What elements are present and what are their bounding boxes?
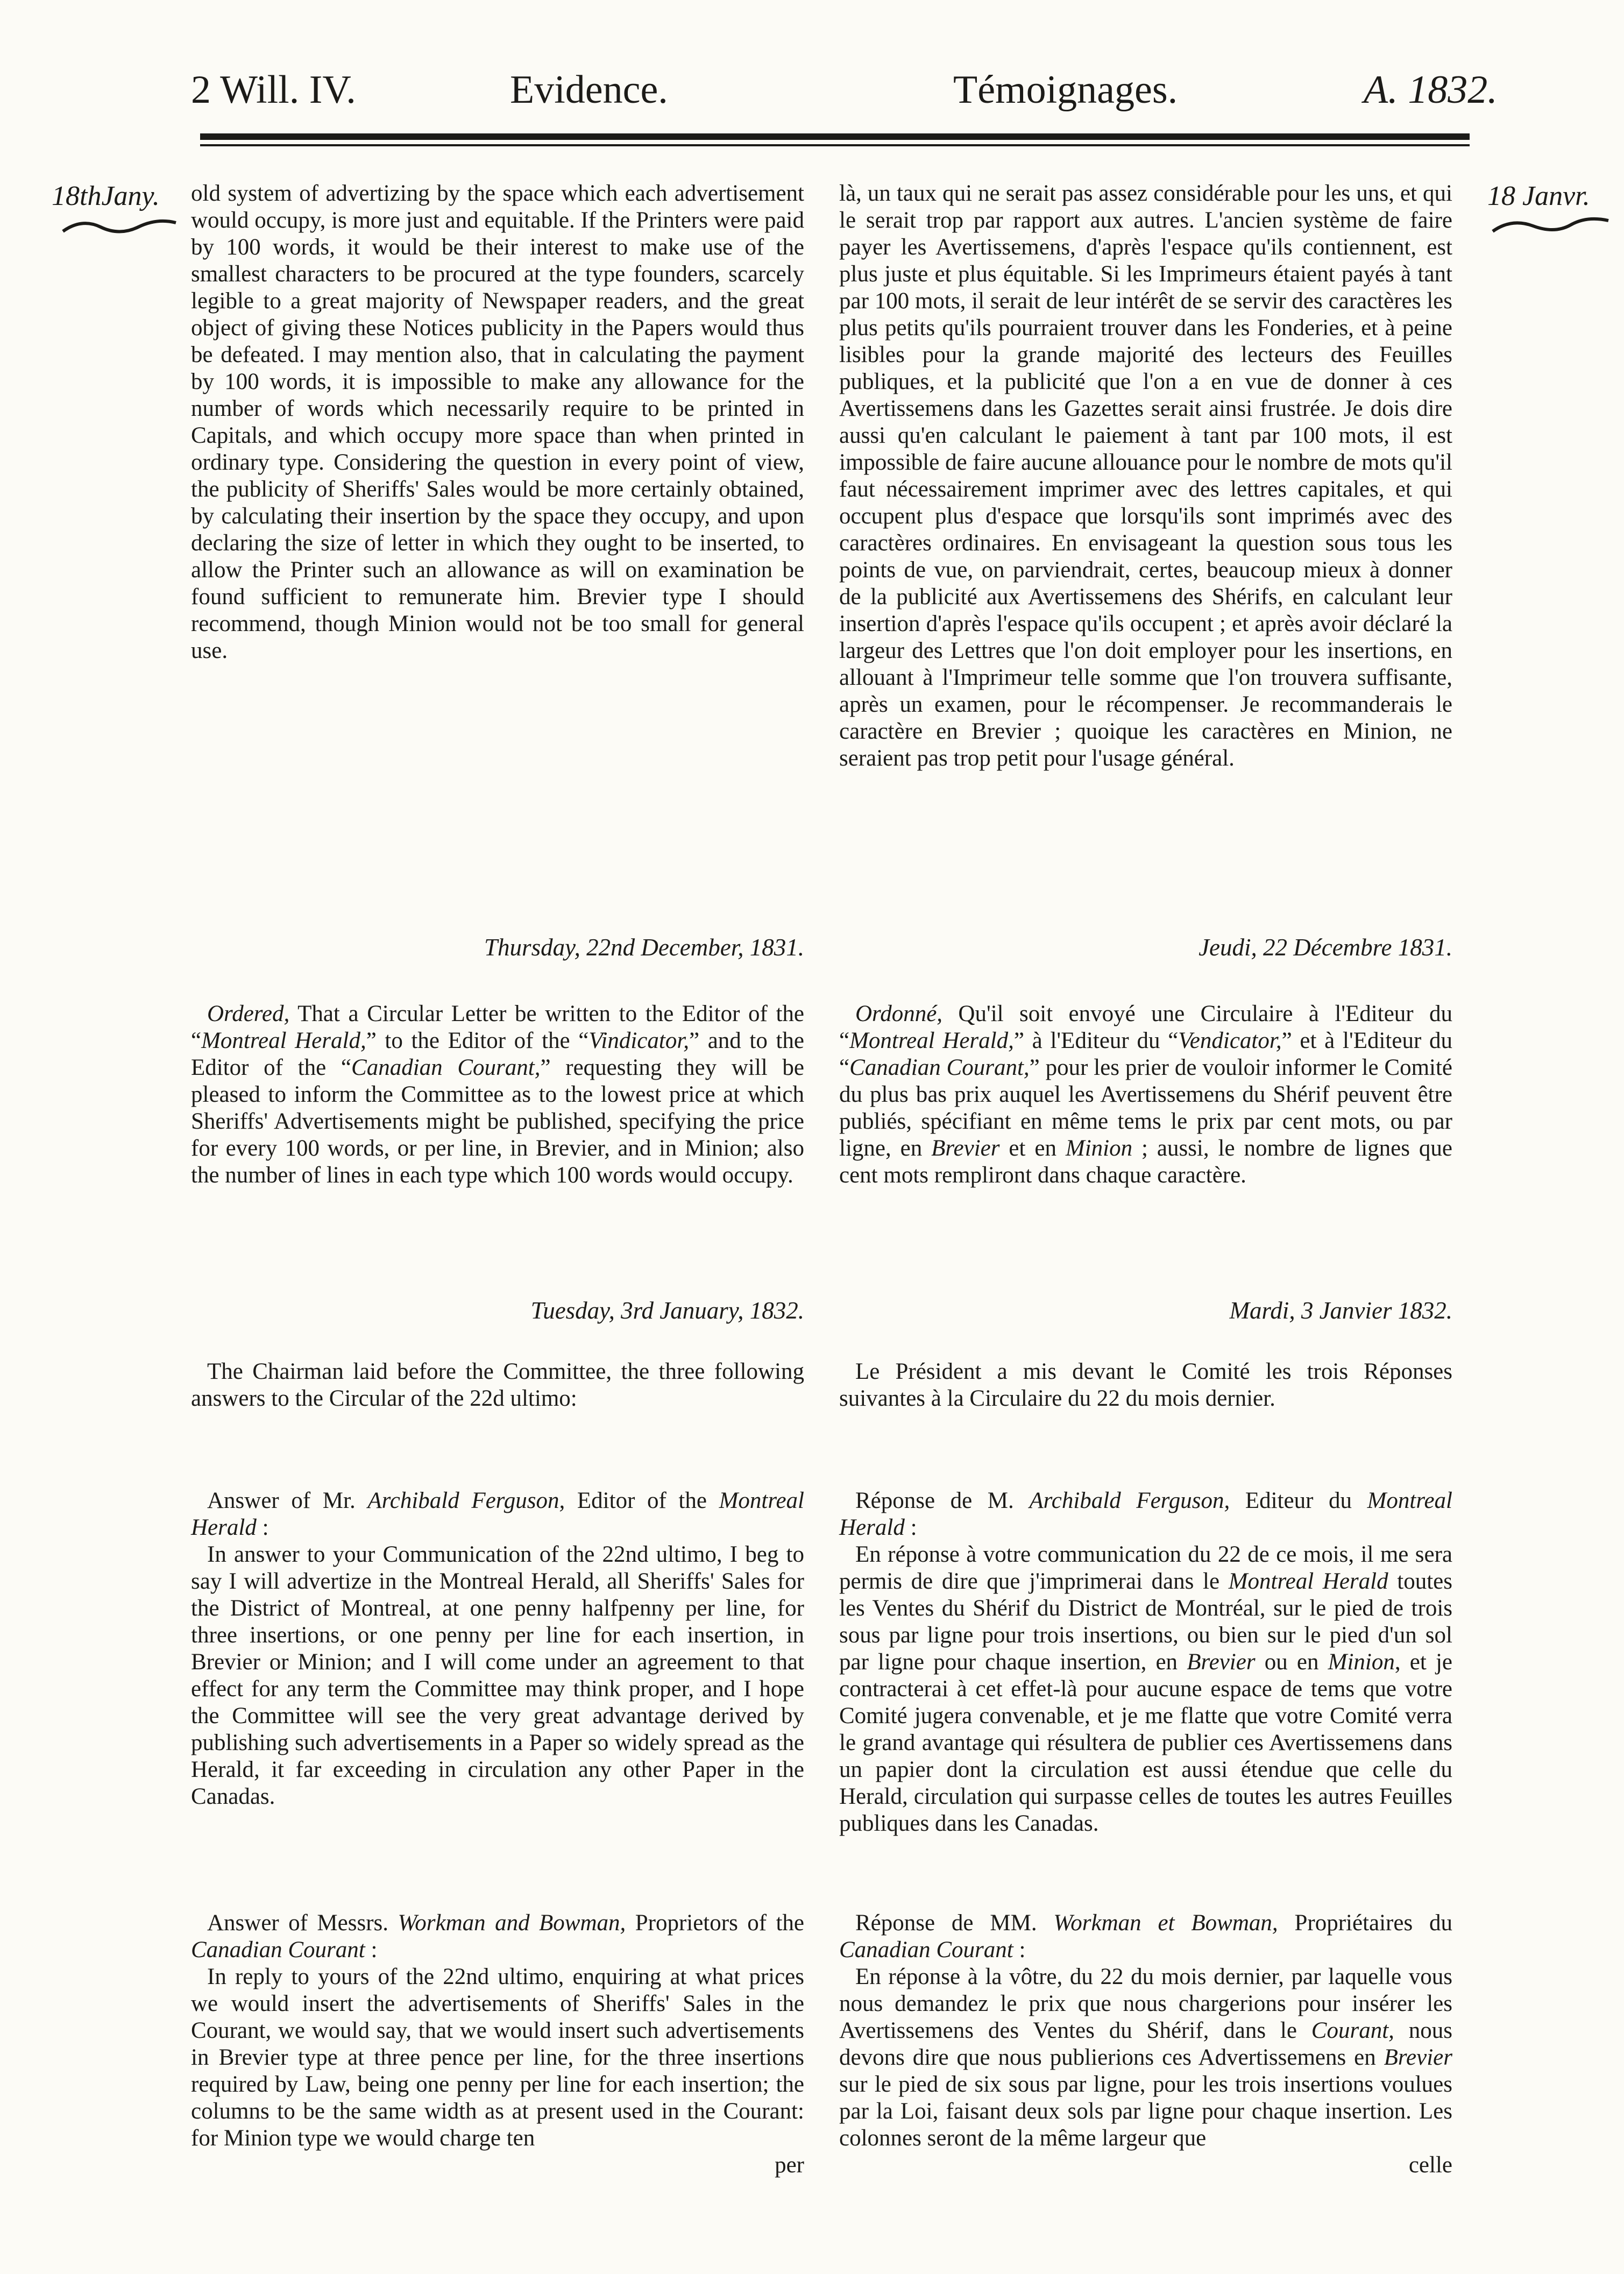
workman-fr-body — [839, 1964, 1452, 2152]
order-fr-part-4: ” pour les prier de vouloir informer le Comité du plus bas prix auquel les Avertissemens du Shérif peuvent être publiés, spécifiant en même tems le prix par cent mots, ou par ligne, en — [839, 1055, 1452, 1161]
header-left-title: Evidence. — [510, 68, 668, 112]
ferguson-fr-part-1: En réponse à votre communication du 22 de ce mois, il me sera permis de dire que j'imprimerai dans le — [839, 1542, 1452, 1594]
ferguson-en-name: Archibald Ferguson, — [367, 1488, 565, 1513]
order-fr-brevier: Brevier — [931, 1136, 1000, 1161]
ferguson-fr-heading — [839, 1487, 1452, 1541]
order-fr-part-3: ” et à l'Editeur du “ — [839, 1028, 1452, 1080]
workman-en-heading — [191, 1910, 804, 1964]
ferguson-fr-body — [839, 1541, 1452, 1837]
header-session: 2 Will. IV. — [191, 68, 356, 112]
order-en-part-2: ” to the Editor of the “ — [366, 1028, 589, 1053]
workman-fr-head-3: : — [1013, 1937, 1026, 1963]
workman-fr-part-1: En réponse à la vôtre, du 22 du mois dernier, par laquelle vous nous demandez le prix que nous chargerions pour insérer les Avertissemens des Ventes du Shérif, dans le — [839, 1964, 1452, 2043]
ferguson-fr-paper-inline: Montreal Herald — [1228, 1569, 1388, 1594]
margin-squiggle-left — [60, 215, 184, 237]
workman-en-body: In reply to yours of the 22nd ultimo, enquiring at what prices we would insert the advertisements of Sheriffs' Sales in the Courant, we would say, that we would insert such advertisements in Brevier type at three pence per line, for the three insertions required by Law, being one penny per line for each insertion; the columns to be the same width as at present used in the Courant: for Minion type we would charge ten — [191, 1964, 804, 2151]
workman-en-head-3: : — [365, 1937, 378, 1963]
order-en-herald: Montreal Herald, — [201, 1028, 366, 1053]
ferguson-en-head-1: Answer of Mr. — [207, 1488, 368, 1513]
workman-fr-brevier: Brevier — [1384, 2045, 1452, 2070]
ferguson-fr-part-3: ou en — [1255, 1649, 1328, 1675]
workman-fr-heading — [839, 1910, 1452, 1964]
header-rule-thin — [200, 144, 1470, 146]
margin-date-right: 18 Janvr. — [1487, 181, 1590, 211]
order-fr-part-5: et en — [999, 1136, 1066, 1161]
workman-fr-courant: Courant, — [1311, 2018, 1394, 2043]
ferguson-fr-part-4: , et je contracterai à cet effet-là pour aucune espace de tems que votre Comité jugera convenable, et je me flatte que votre Comité verra le grand avantage qui résultera de publier ces Avertissemens dans un papier dont la circulation est aussi étendue que celle du Herald, circulation qui surpasse celles de toutes les autres Feuilles publiques dans les Canadas. — [839, 1649, 1452, 1836]
order-english — [191, 1001, 804, 1189]
ordered-lead: Ordered, — [207, 1001, 290, 1026]
workman-fr-head-1: Réponse de MM. — [855, 1910, 1054, 1936]
workman-fr-part-3: sur le pied de six sous par ligne, pour les trois insertions voulues par la Loi, faisant deux sols par ligne pour chaque insertion. Les colonnes seront de la même largeur que — [839, 2072, 1452, 2151]
ferguson-fr-paper: Montreal Herald — [839, 1488, 1452, 1540]
workman-en-names: Workman and Bowman, — [398, 1910, 626, 1936]
order-fr-minion: Minion — [1065, 1136, 1133, 1161]
chairman-french — [839, 1358, 1452, 1412]
chairman-french-text: Le Président a mis devant le Comité les trois Réponses suivantes à la Circulaire du 22 du mois dernier. — [839, 1359, 1452, 1411]
workman-english — [191, 1910, 804, 2179]
order-french-text — [839, 1001, 1452, 1189]
intro-french-text: là, un taux qui ne serait pas assez considérable pour les uns, et qui le serait trop par rapport aux autres. L'ancien système de faire payer les Avertissemens, d'après l'espace qu'ils contiennent, est plus juste et plus équitable. Si les Imprimeurs étaient payés à tant par 100 mots, il serait de leur intérêt de se servir des caractères les plus petits qu'ils pourraient trouver dans les Fonderies, et à peine lisibles pour la grande majorité des lecteurs des Feuilles publiques, et la publicité que l'on a en vue de donner à ces Avertissemens dans les Gazettes serait ainsi frustrée. Je dois dire aussi qu'en calculant le paiement à tant par 100 mots, il est impossible de faire aucune allouance pour le nombre de mots qu'il faut nécessairement imprimer avec des lettres capitales, et qui occupent plus d'espace que lorsqu'ils sont imprimés avec des caractères ordinaires. En envisageant la question sous tous les points de vue, on parviendrait, certes, beaucoup mieux à donner de la publicité aux Avertissemens des Shérifs, en calculant leur insertion d'après l'espace qu'ils occupent ; et après avoir déclaré la largeur des Lettres que l'on doit employer pour les insertions, en allouant à l'Imprimeur telle somme que l'on trouvera suffisante, après un examen, pour le récompenser. Je recommanderais le caractère en Brevier ; quoique les caractères en Minion, ne seraient pas trop petit pour l'usage général. — [839, 181, 1452, 771]
ferguson-fr-head-3: : — [904, 1515, 917, 1540]
order-fr-courant: Canadian Courant, — [849, 1055, 1030, 1080]
workman-en-catchword: per — [775, 2152, 804, 2178]
ferguson-fr-head-2: Editeur du — [1230, 1488, 1367, 1513]
order-en-part-4: ” requesting they will be pleased to inform the Committee as to the lowest price at which Sheriffs' Advertisements might be published, specifying the price for every 100 words, or per line, in Brevier, and in Minion; also the number of lines in each type which 100 words would occupy. — [191, 1055, 805, 1188]
order-fr-part-6: ; aussi, le nombre de lignes que cent mots rempliront dans chaque caractère. — [839, 1136, 1452, 1188]
intro-english-text: old system of advertizing by the space which each advertisement would occupy, is more just and equitable. If the Printers were paid by 100 words, it would be their interest to make use of the smallest characters to be procured at the type founders, scarcely legible to a great majority of Newspaper readers, and the great object of giving these Notices publicity in the Papers would thus be defeated. I may mention also, that in calculating the payment by 100 words, it is impossible to make any allowance for the number of words which necessarily require to be printed in Capitals, and which occupy more space than when printed in ordinary type. Considering the question in every point of view, the publicity of Sheriffs' Sales would be more certainly obtained, by calculating their insertion by the space they occupy, and upon declaring the size of letter in which they ought to be inserted, to allow the Printer such an allowance as will on examination be found sufficient to remunerate him. Brevier type I should recommend, though Minion would not be too small for general use. — [191, 181, 804, 663]
ferguson-en-body: In answer to your Communication of the 22nd ultimo, I beg to say I will advertize in the Montreal Herald, all Sheriffs' Sales for the District of Montreal, at one penny halfpenny per line, for three insertions, or one penny per line for each insertion, in Brevier or Minion; and I will come under an agreement to that effect for any term the Committee may think proper, and I hope the Committee will see the very great advantage derived by publishing such advertisements in a Paper so widely spread as the Herald, it far exceeding in circulation any other Paper in the Canadas. — [191, 1542, 804, 1809]
ferguson-en-head-3: : — [256, 1515, 269, 1540]
header-rule-thick — [200, 133, 1470, 140]
workman-en-head-1: Answer of Messrs. — [207, 1910, 398, 1936]
ferguson-fr-head-1: Réponse de M. — [855, 1488, 1030, 1513]
workman-fr-catchword: celle — [1408, 2152, 1452, 2178]
workman-fr-head-2: Propriétaires du — [1278, 1910, 1453, 1936]
ferguson-fr-name: Archibald Ferguson, — [1029, 1488, 1230, 1513]
margin-squiggle-right — [1490, 215, 1614, 237]
ferguson-french — [839, 1487, 1452, 1837]
date-thursday-en: Thursday, 22nd December, 1831. — [484, 934, 804, 961]
ferguson-en-head-2: Editor of the — [565, 1488, 719, 1513]
date-tuesday-en: Tuesday, 3rd January, 1832. — [530, 1297, 804, 1324]
chairman-english — [191, 1358, 804, 1412]
date-thursday-fr: Jeudi, 22 Décembre 1831. — [1199, 934, 1452, 961]
intro-french — [839, 180, 1452, 772]
margin-date-left: 18thJany. — [52, 181, 160, 211]
header-year: A. 1832. — [1364, 68, 1498, 112]
workman-en-paper: Canadian Courant — [191, 1937, 365, 1963]
order-en-part-3: ” and to the Editor of the “ — [191, 1028, 804, 1080]
ferguson-fr-minion: Minion — [1328, 1649, 1395, 1675]
ferguson-fr-part-2: toutes les Ventes du Shérif du District de Montréal, sur le pied de trois sous par ligne pour trois insertions, ou bien sur le pied d'un sol par ligne pour chaque insertion, en — [839, 1569, 1452, 1675]
ferguson-english — [191, 1487, 804, 1810]
intro-english — [191, 180, 804, 664]
order-fr-part-1: Qu'il soit envoyé une Circulaire à l'Editeur du “ — [839, 1001, 1452, 1053]
header-right-title: Témoignages. — [953, 68, 1178, 112]
workman-fr-paper: Canadian Courant — [839, 1937, 1013, 1963]
order-english-text — [191, 1001, 804, 1189]
workman-fr-part-2: nous devons dire que nous publierions ces Advertissemens en — [839, 2018, 1452, 2070]
workman-fr-names: Workman et Bowman, — [1053, 1910, 1278, 1936]
ferguson-fr-brevier: Brevier — [1187, 1649, 1256, 1675]
chairman-english-text: The Chairman laid before the Committee, the three following answers to the Circular of the 22d ultimo: — [191, 1359, 804, 1411]
order-en-part-1: That a Circular Letter be written to the Editor of the “ — [191, 1001, 804, 1053]
ferguson-en-paper: Montreal Herald — [191, 1488, 804, 1540]
workman-french — [839, 1910, 1452, 2179]
order-fr-vendicator: Vendicator, — [1178, 1028, 1282, 1053]
order-french — [839, 1001, 1452, 1189]
ferguson-en-heading — [191, 1487, 804, 1541]
order-fr-part-2: ” à l'Editeur du “ — [1013, 1028, 1179, 1053]
order-en-courant: Canadian Courant, — [351, 1055, 541, 1080]
ordonne-lead: Ordonné, — [855, 1001, 943, 1026]
order-fr-herald: Montreal Herald, — [849, 1028, 1014, 1053]
order-en-vindicator: Vindicator, — [588, 1028, 690, 1053]
workman-en-head-2: Proprietors of the — [626, 1910, 805, 1936]
date-tuesday-fr: Mardi, 3 Janvier 1832. — [1229, 1297, 1452, 1324]
